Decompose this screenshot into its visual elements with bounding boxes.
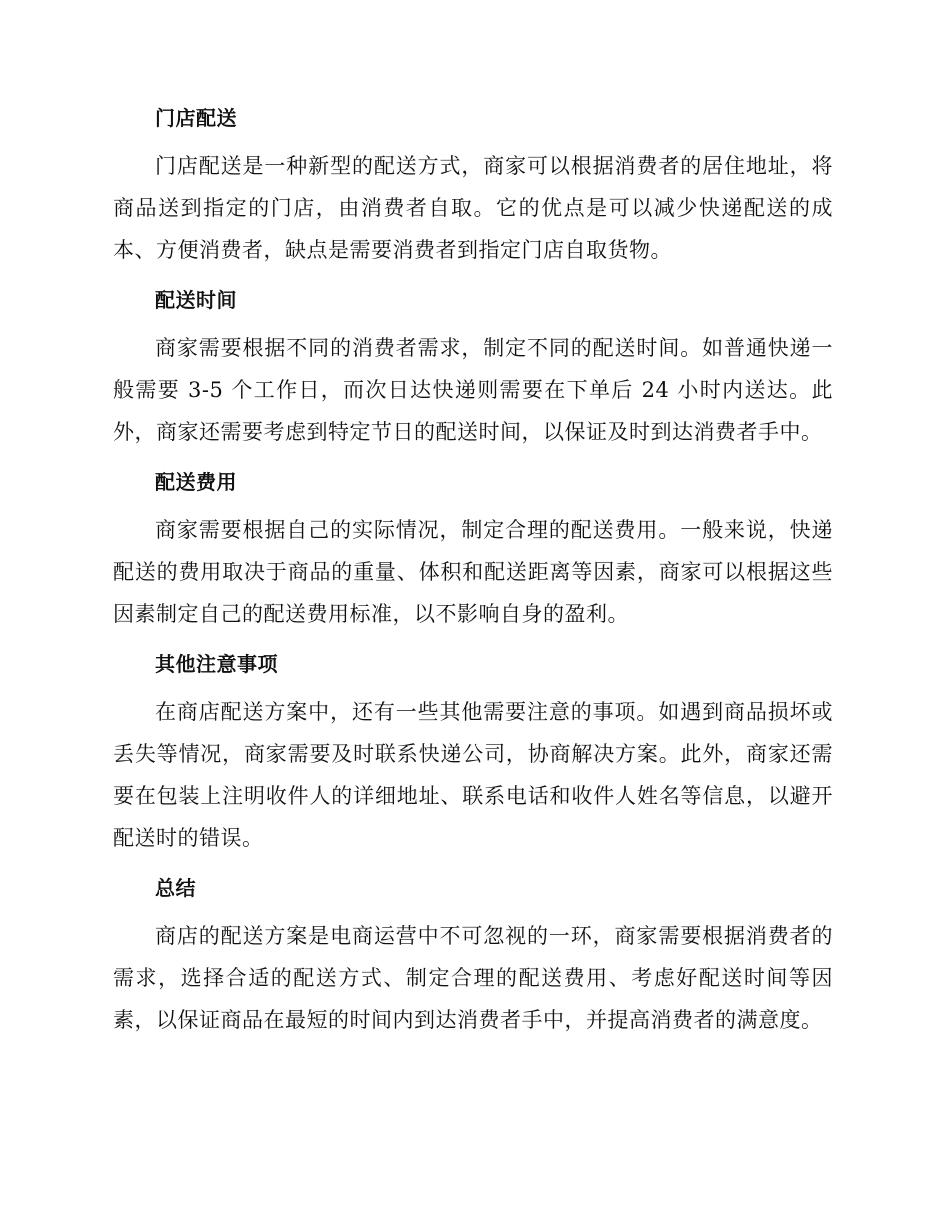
section-paragraph: 商家需要根据自己的实际情况，制定合理的配送费用。一般来说，快递配送的费用取决于商品的重量、体积和配送距离等因素，商家可以根据这些因素制定自己的配送费用标准，以不影响自身的盈利。 [113,518,833,626]
section-heading: 配送时间 [155,288,237,312]
section-delivery-cost [113,468,833,635]
section-heading: 配送费用 [155,470,237,494]
section-heading: 其他注意事项 [155,652,278,676]
section-other-notes [113,650,833,859]
document-page [113,104,833,1056]
section-store-delivery [113,104,833,271]
section-summary [113,874,833,1041]
section-paragraph: 门店配送是一种新型的配送方式，商家可以根据消费者的居住地址，将商品送到指定的门店，由消费者自取。它的优点是可以减少快递配送的成本、方便消费者，缺点是需要消费者到指定门店自取货物。 [113,154,833,262]
section-heading: 门店配送 [155,106,237,130]
section-paragraph: 在商店配送方案中，还有一些其他需要注意的事项。如遇到商品损坏或丢失等情况，商家需要及时联系快递公司，协商解决方案。此外，商家还需要在包装上注明收件人的详细地址、联系电话和收件人姓名等信息，以避开配送时的错误。 [113,700,833,850]
section-delivery-time [113,286,833,453]
section-paragraph: 商家需要根据不同的消费者需求，制定不同的配送时间。如普通快递一般需要 3-5 个工作日，而次日达快递则需要在下单后 24 小时内送达。此外，商家还需要考虑到特定节日的配送时间，以保证及时到达消费者手中。 [113,336,833,444]
section-heading: 总结 [155,876,196,900]
section-paragraph: 商店的配送方案是电商运营中不可忽视的一环，商家需要根据消费者的需求，选择合适的配送方式、制定合理的配送费用、考虑好配送时间等因素，以保证商品在最短的时间内到达消费者手中，并提高消费者的满意度。 [113,924,833,1032]
